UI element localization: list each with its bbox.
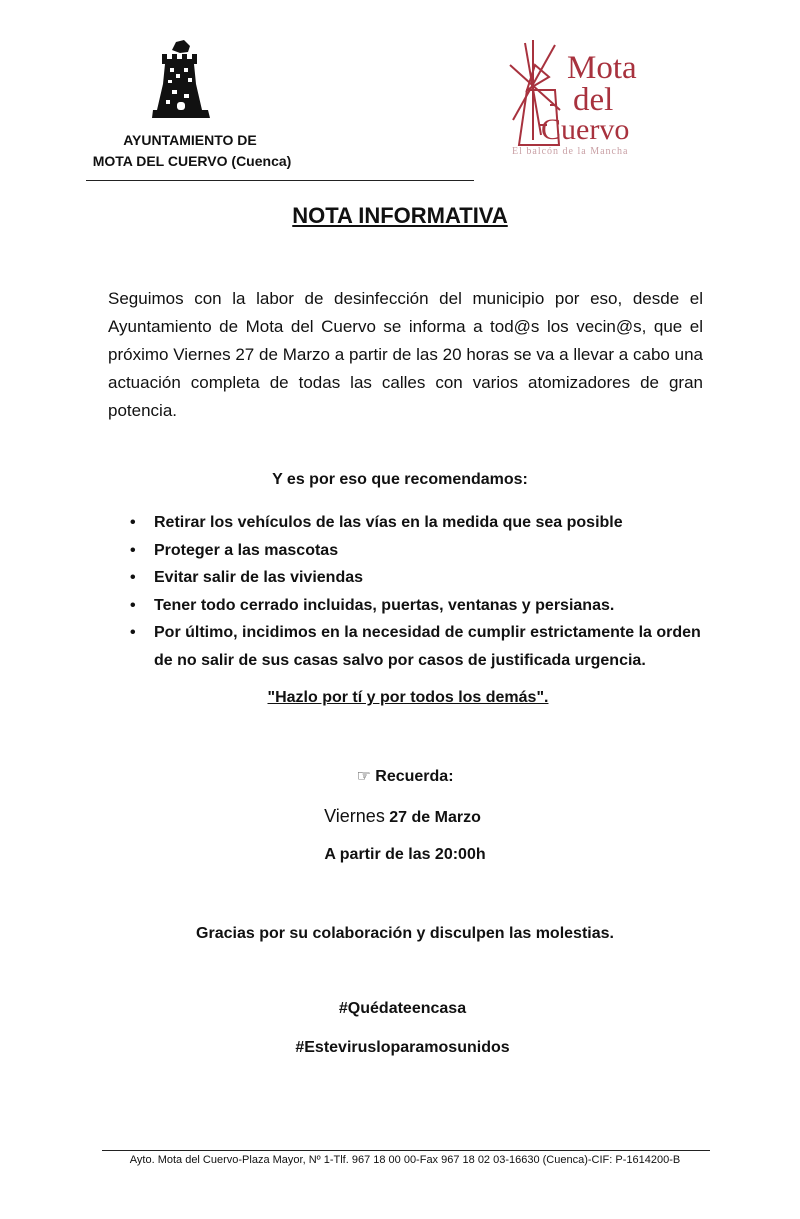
reminder-label: Recuerda: <box>375 768 454 785</box>
list-item-text: Proteger a las mascotas <box>154 541 339 559</box>
recommendations-heading: Y es por eso que recomendamos: <box>272 471 528 488</box>
reminder-date-day: Viernes <box>324 806 385 826</box>
footer-divider <box>102 1150 710 1151</box>
tower-crest-icon <box>150 40 212 120</box>
slogan: "Hazlo por tí y por todos los demás". <box>267 689 549 706</box>
logo-word-mota: Mota <box>567 50 637 86</box>
reminder-time: A partir de las 20:00h <box>324 846 486 863</box>
recommendations-list <box>130 509 710 674</box>
bullet-icon: • <box>130 569 136 586</box>
logo-tagline: El balcón de la Mancha <box>512 146 629 157</box>
list-item-text: Retirar los vehículos de las vías en la medida que sea posible <box>154 514 623 531</box>
logo-word-cuervo: Cuervo <box>541 113 630 146</box>
org-name-line1: AYUNTAMIENTO DE <box>123 132 257 148</box>
bullet-icon: • <box>130 624 136 641</box>
list-item-text: Evitar salir de las viviendas <box>154 569 364 586</box>
list-item <box>130 619 710 674</box>
list-item <box>130 592 710 620</box>
reminder-date-month: de Marzo <box>411 809 481 826</box>
pointing-hand-icon: ☞ <box>356 768 371 785</box>
hashtag-estevirus: #Estevirusloparamosunidos <box>295 1039 510 1056</box>
hashtag-quedateencasa: #Quédateencasa <box>338 1000 467 1017</box>
list-item <box>130 509 710 537</box>
reminder-heading <box>0 766 800 786</box>
page-title: NOTA INFORMATIVA <box>292 203 508 228</box>
header-divider <box>86 180 474 181</box>
footer-address: Ayto. Mota del Cuervo-Plaza Mayor, Nº 1-Tlf. 967 18 00 00-Fax 967 18 02 03-16630 (Cuenca)-CIF: P-1614200-B <box>129 1154 681 1166</box>
bullet-icon: • <box>130 596 136 614</box>
org-name-line2: MOTA DEL CUERVO (Cuenca) <box>92 153 292 169</box>
list-item-text: Por último, incidimos en la necesidad de cumplir estrictamente la orden de no salir de sus casas salvo por casos de justificada urgencia. <box>154 624 701 669</box>
thanks-message: Gracias por su colaboración y disculpen las molestias. <box>196 925 614 942</box>
list-item <box>130 537 710 565</box>
list-item-text: Tener todo cerrado incluidas, puertas, ventanas y persianas. <box>154 596 615 614</box>
list-item <box>130 564 710 592</box>
reminder-date <box>0 806 800 827</box>
intro-paragraph: Seguimos con la labor de desinfección del municipio por eso, desde el Ayuntamiento de Mota del Cuervo se informa a tod@s los vecin@s, que el próximo Viernes 27 de Marzo a partir de las 20 horas se va a llevar a cabo una actuación completa de todas las calles con varios atomizadores de gran potencia. <box>108 289 703 420</box>
logo-word-del: del <box>573 82 614 118</box>
bullet-icon: • <box>130 541 136 559</box>
bullet-icon: • <box>130 514 136 531</box>
reminder-date-number: 27 <box>389 809 408 826</box>
